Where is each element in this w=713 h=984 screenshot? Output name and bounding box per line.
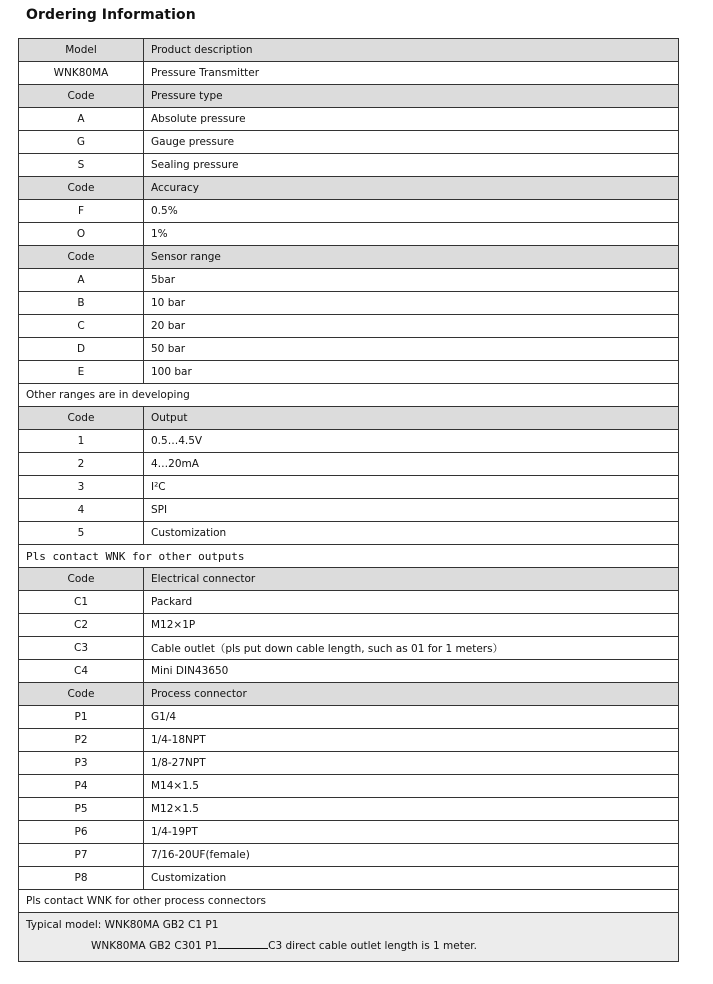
- option-value: 1/4-19PT: [144, 821, 679, 844]
- section-note-row: [19, 384, 679, 407]
- option-code: C1: [19, 591, 144, 614]
- option-value: 0.5…4.5V: [144, 430, 679, 453]
- table-row: [19, 269, 679, 292]
- option-code: P6: [19, 821, 144, 844]
- option-code: G: [19, 131, 144, 154]
- option-value: M12×1P: [144, 614, 679, 637]
- option-value: 50 bar: [144, 338, 679, 361]
- option-value: Mini DIN43650: [144, 660, 679, 683]
- table-row: [19, 476, 679, 499]
- option-code: P3: [19, 752, 144, 775]
- option-code: C4: [19, 660, 144, 683]
- table-row: [19, 108, 679, 131]
- typical-model-line-2: [26, 936, 671, 957]
- ordering-table: [18, 38, 679, 962]
- section-header-label: Sensor range: [144, 246, 679, 269]
- code-column-header: Code: [19, 683, 144, 706]
- table-row: [19, 223, 679, 246]
- product-description: Pressure Transmitter: [144, 62, 679, 85]
- option-value: Gauge pressure: [144, 131, 679, 154]
- typical-model-note: C3 direct cable outlet length is 1 meter.: [268, 940, 477, 952]
- option-code: O: [19, 223, 144, 246]
- option-code: F: [19, 200, 144, 223]
- table-row: [19, 131, 679, 154]
- section-header-label: Process connector: [144, 683, 679, 706]
- table-row: [19, 775, 679, 798]
- code-column-header: Code: [19, 246, 144, 269]
- section-header-row: [19, 407, 679, 430]
- option-code: 2: [19, 453, 144, 476]
- option-value: M14×1.5: [144, 775, 679, 798]
- option-value: 0.5%: [144, 200, 679, 223]
- option-value: 100 bar: [144, 361, 679, 384]
- option-value: G1/4: [144, 706, 679, 729]
- option-value: Cable outlet（pls put down cable length, such as 01 for 1 meters）: [144, 637, 679, 660]
- table-row: [19, 614, 679, 637]
- option-code: P8: [19, 867, 144, 890]
- option-code: C3: [19, 637, 144, 660]
- table-row: [19, 591, 679, 614]
- option-code: P5: [19, 798, 144, 821]
- option-code: P2: [19, 729, 144, 752]
- section-header-label: Output: [144, 407, 679, 430]
- product-model: WNK80MA: [19, 62, 144, 85]
- section-header-label: Pressure type: [144, 85, 679, 108]
- table-row: [19, 499, 679, 522]
- option-value: Customization: [144, 867, 679, 890]
- option-value: 7/16-20UF(female): [144, 844, 679, 867]
- option-value: Sealing pressure: [144, 154, 679, 177]
- option-code: C: [19, 315, 144, 338]
- section-header-row: [19, 246, 679, 269]
- table-row: [19, 821, 679, 844]
- option-code: E: [19, 361, 144, 384]
- table-row: [19, 660, 679, 683]
- option-value: 5bar: [144, 269, 679, 292]
- option-code: D: [19, 338, 144, 361]
- table-row: [19, 522, 679, 545]
- option-value: 4…20mA: [144, 453, 679, 476]
- section-header-row: [19, 568, 679, 591]
- option-code: S: [19, 154, 144, 177]
- option-value: 1%: [144, 223, 679, 246]
- option-value: Absolute pressure: [144, 108, 679, 131]
- typical-model-row: [19, 913, 679, 962]
- option-code: P1: [19, 706, 144, 729]
- option-code: A: [19, 108, 144, 131]
- table-row: [19, 361, 679, 384]
- table-row: [19, 844, 679, 867]
- code-column-header: Code: [19, 177, 144, 200]
- option-value: Packard: [144, 591, 679, 614]
- option-code: C2: [19, 614, 144, 637]
- option-code: B: [19, 292, 144, 315]
- table-row: [19, 867, 679, 890]
- option-code: 1: [19, 430, 144, 453]
- option-value: 10 bar: [144, 292, 679, 315]
- option-value: M12×1.5: [144, 798, 679, 821]
- typical-model-example-1: WNK80MA GB2 C1 P1: [104, 919, 219, 931]
- section-header-label: Accuracy: [144, 177, 679, 200]
- table-row: [19, 430, 679, 453]
- product-row: [19, 62, 679, 85]
- option-code: A: [19, 269, 144, 292]
- table-row: [19, 200, 679, 223]
- option-value: 1/4-18NPT: [144, 729, 679, 752]
- section-note: Pls contact WNK for other process connectors: [19, 890, 679, 913]
- table-row: [19, 315, 679, 338]
- blank-underline: [218, 939, 268, 949]
- typical-model-example-2: WNK80MA GB2 C301 P1: [91, 940, 219, 952]
- option-code: P4: [19, 775, 144, 798]
- typical-model-cell: [19, 913, 679, 962]
- option-value: SPI: [144, 499, 679, 522]
- table-row: [19, 338, 679, 361]
- section-header-row: [19, 177, 679, 200]
- option-value: 20 bar: [144, 315, 679, 338]
- table-row: [19, 752, 679, 775]
- option-code: 4: [19, 499, 144, 522]
- table-row: [19, 729, 679, 752]
- table-row: [19, 154, 679, 177]
- table-row: [19, 706, 679, 729]
- code-column-header: Code: [19, 85, 144, 108]
- option-code: P7: [19, 844, 144, 867]
- table-row: [19, 798, 679, 821]
- section-header-row: [19, 683, 679, 706]
- option-value: 1/8-27NPT: [144, 752, 679, 775]
- section-note-row: [19, 890, 679, 913]
- typical-model-line-1: [26, 915, 671, 936]
- typical-model-label: Typical model:: [26, 919, 102, 931]
- option-code: 3: [19, 476, 144, 499]
- option-code: 5: [19, 522, 144, 545]
- section-header-label: Electrical connector: [144, 568, 679, 591]
- option-value: Customization: [144, 522, 679, 545]
- description-column-header: Product description: [144, 39, 679, 62]
- page-title: Ordering Information: [26, 7, 196, 23]
- section-note: Pls contact WNK for other outputs: [19, 545, 679, 568]
- section-note-row: [19, 545, 679, 568]
- section-header-row: [19, 85, 679, 108]
- section-note: Other ranges are in developing: [19, 384, 679, 407]
- table-row: [19, 292, 679, 315]
- code-column-header: Code: [19, 407, 144, 430]
- model-column-header: Model: [19, 39, 144, 62]
- table-row: [19, 453, 679, 476]
- table-row: [19, 637, 679, 660]
- code-column-header: Code: [19, 568, 144, 591]
- option-value: I²C: [144, 476, 679, 499]
- table-header-row: [19, 39, 679, 62]
